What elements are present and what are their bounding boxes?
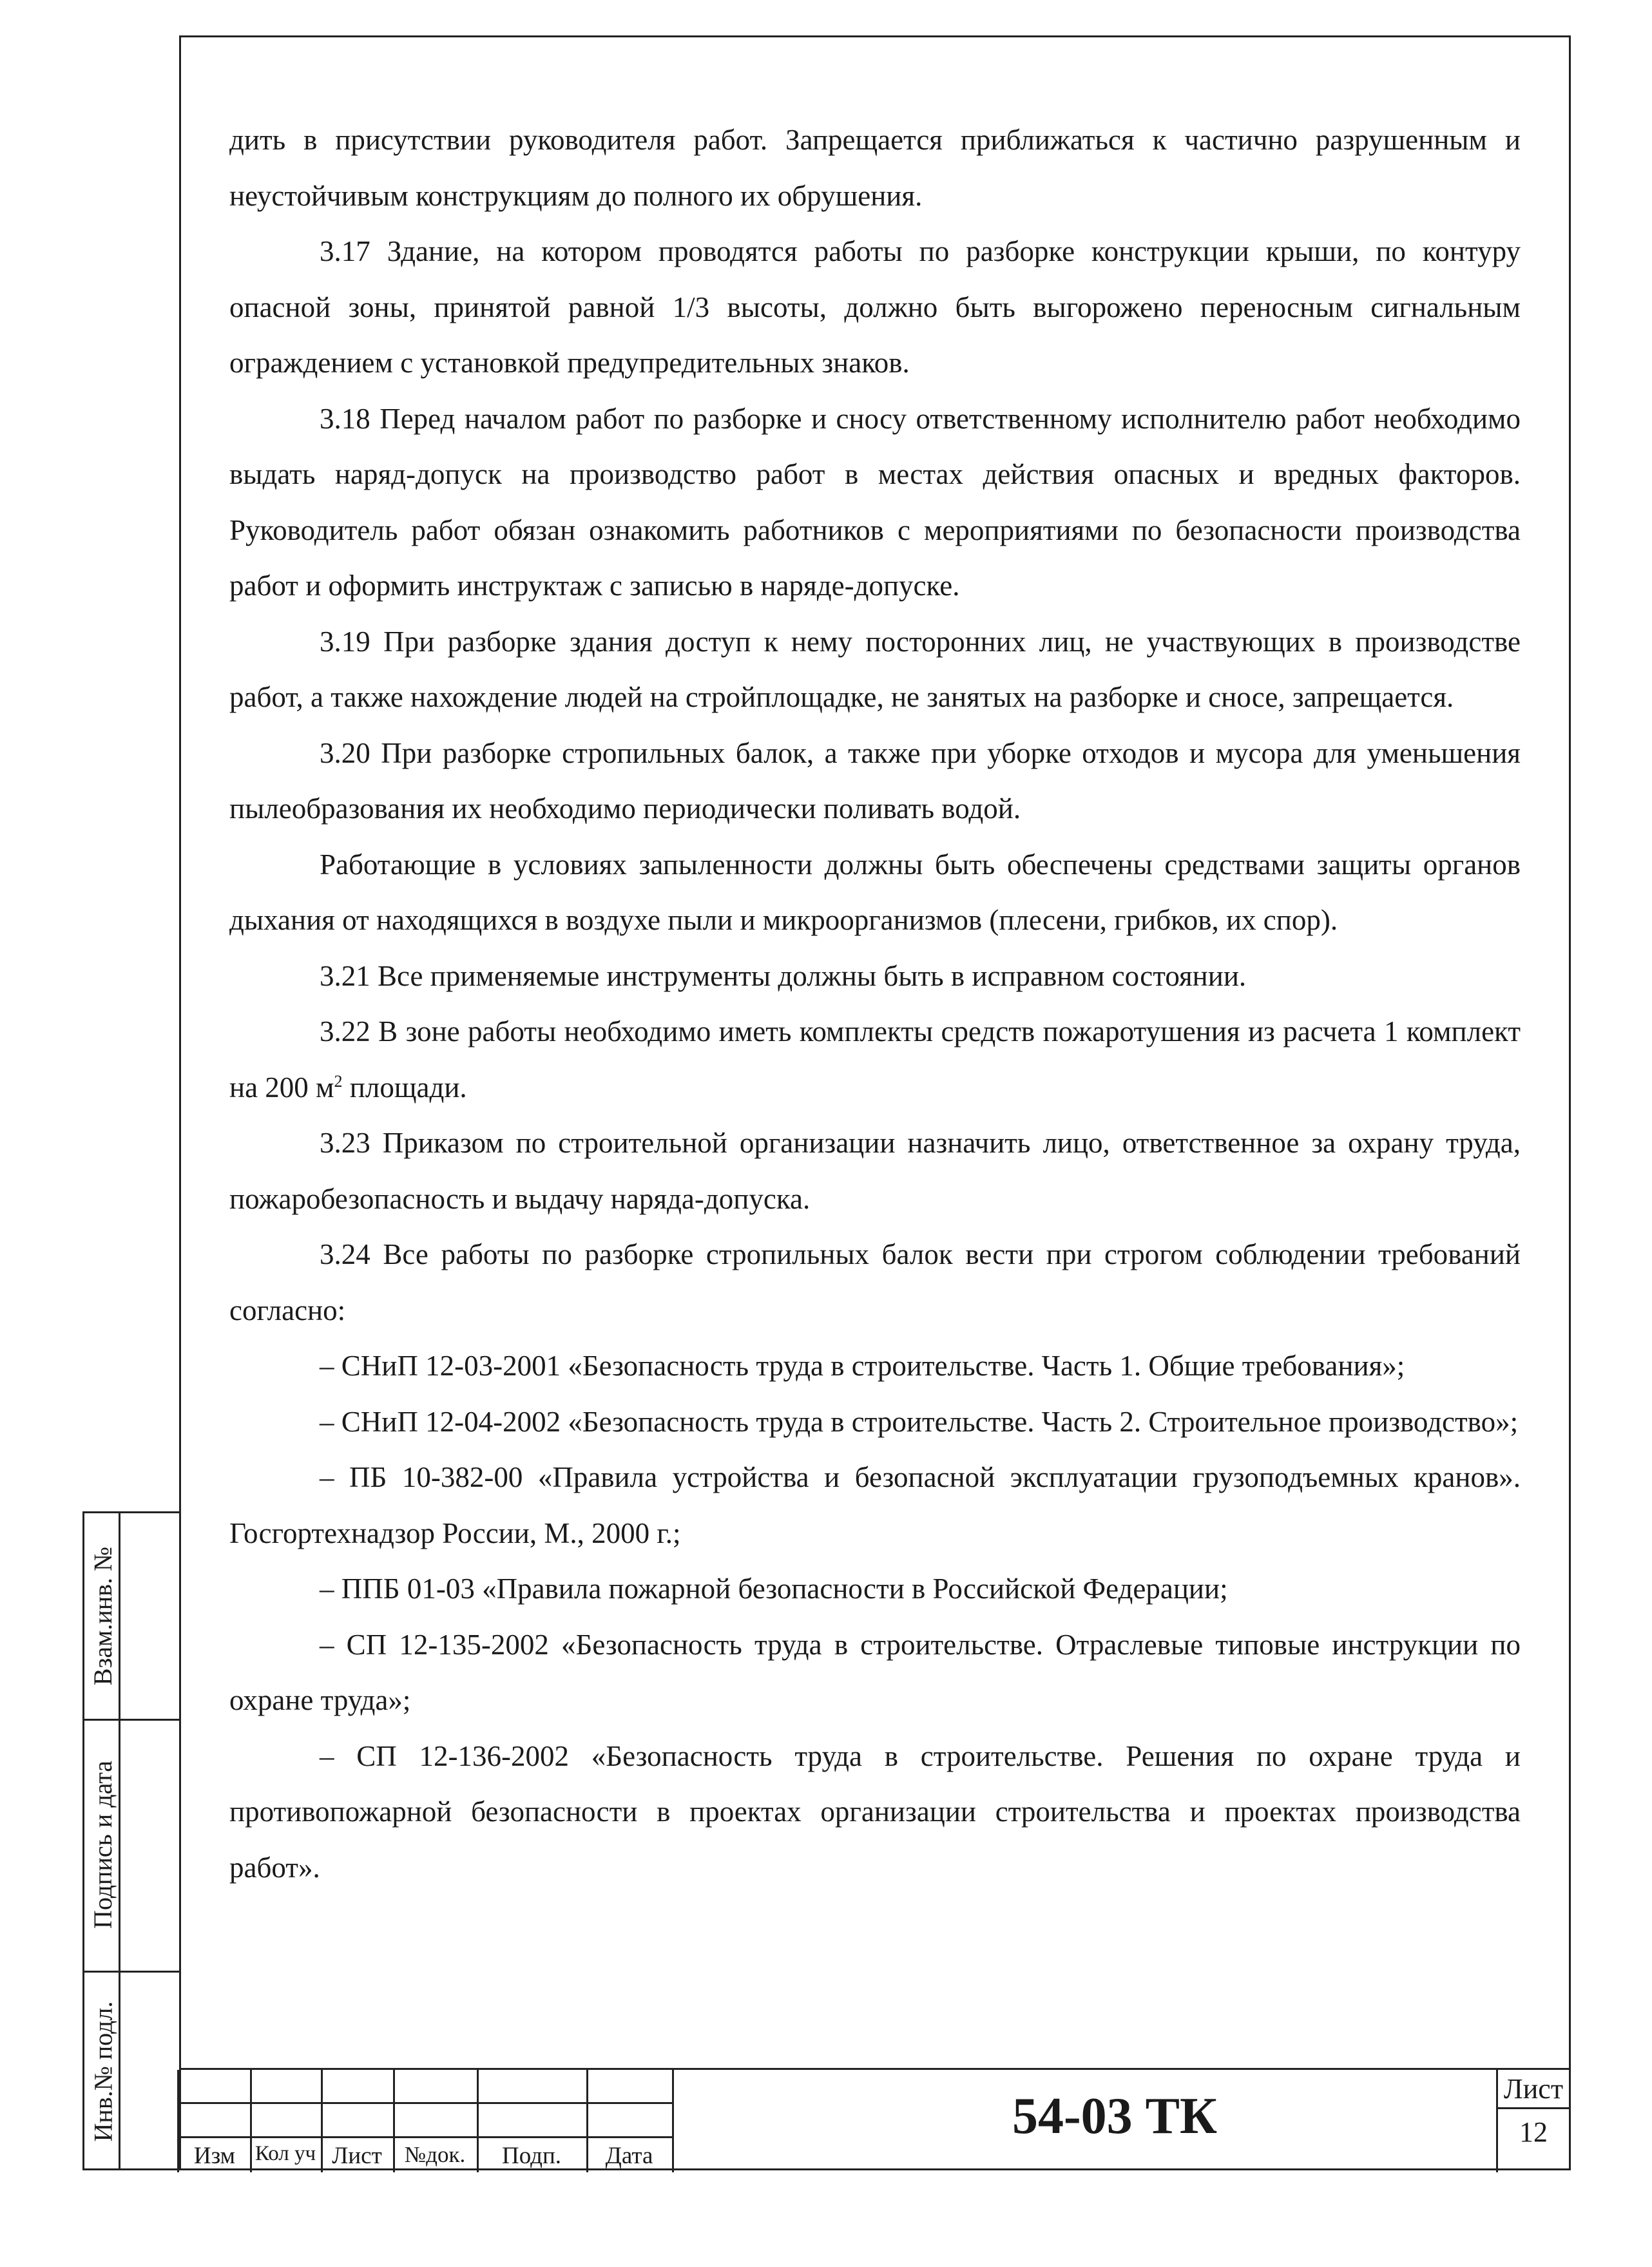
izm-label: Изм <box>193 2143 236 2169</box>
paragraph: – СНиП 12-04-2002 «Безопасность труда в строительстве. Часть 2. Строительное производство»; <box>320 1405 1519 1438</box>
paragraph: 3.23 Приказом по строительной организации назначить лицо, ответственное за охрану труда, пожаробезопасность и выдачу наряда-допуска. <box>229 1127 1521 1215</box>
document-body <box>229 112 1521 1895</box>
paragraph: 3.18 Перед началом работ по разборке и сносу ответственному исполнителю работ необходимо выдать наряд-допуск на производство работ в местах действия опасных и вредных факторов. Руководитель работ обязан ознакомить работников с мероприятиями по безопасности производства работ и оформить инструктаж с записью в наряде-допуске. <box>229 402 1521 602</box>
kol-uch-label: Кол уч <box>255 2142 316 2165</box>
vzam-inv-label: Взам.инв. № <box>88 1546 118 1686</box>
paragraph: – СП 12-135-2002 «Безопасность труда в строительстве. Отраслевые типовые инструкции по охране труда»; <box>229 1628 1521 1716</box>
paragraph: – СП 12-136-2002 «Безопасность труда в строительстве. Решения по охране труда и противопожарной безопасности в проектах организации строительства и проектах производства работ». <box>229 1739 1521 1884</box>
paragraph: 3.19 При разборке здания доступ к нему посторонних лиц, не участвующих в производстве работ, а также нахождение людей на стройплощадке, не занятых на разборке и сносе, запрещается. <box>229 625 1521 713</box>
sheet-number: 12 <box>1519 2116 1548 2148</box>
paragraph: 3.22 В зоне работы необходимо иметь комплекты средств пожаротушения из расчета 1 комплект на 200 $м^2$ площади. <box>229 1015 1521 1104</box>
side-stamp <box>82 1511 179 2170</box>
sheet-label: Лист <box>1503 2073 1564 2105</box>
paragraph: 3.20 При разборке стропильных балок, а также при уборке отходов и мусора для уменьшения пылеобразования их необходимо периодически поливать водой. <box>229 736 1521 825</box>
paragraph: 3.24 Все работы по разборке стропильных балок вести при строгом соблюдении требований согласно: <box>229 1238 1521 1326</box>
data-label: Дата <box>605 2143 653 2169</box>
paragraph: – ПБ 10-382-00 «Правила устройства и безопасной эксплуатации грузоподъемных кранов». Госгортехнадзор России, М., 2000 г.; <box>229 1461 1521 1549</box>
list-label: Лист <box>332 2143 382 2169</box>
title-block-line <box>672 2070 674 2172</box>
title-block-line <box>179 2136 672 2138</box>
paragraph: Работающие в условиях запыленности должны быть обеспечены средствами защиты органов дыхания от находящихся в воздухе пыли и микроорганизмов (плесени, грибков, их спор). <box>229 848 1521 936</box>
paragraph: – СНиП 12-03-2001 «Безопасность труда в строительстве. Часть 1. Общие требования»; <box>320 1350 1405 1382</box>
n-dok-label: №док. <box>404 2142 466 2167</box>
title-block-line <box>179 2102 672 2104</box>
paragraph: 3.17 Здание, на котором проводятся работы по разборке конструкции крыши, по контуру опасной зоны, принятой равной 1/3 высоты, должно быть выгорожено переносным сигнальным ограждением с установкой предупредительных знаков. <box>229 235 1521 379</box>
podp-label: Подп. <box>501 2143 562 2169</box>
document-code: 54-03 ТК <box>1012 2088 1217 2145</box>
paragraph: – ППБ 01-03 «Правила пожарной безопасности в Российской Федерации; <box>320 1573 1228 1605</box>
title-block-line <box>1496 2107 1571 2109</box>
paragraph: 3.21 Все применяемые инструменты должны быть в исправном состоянии. <box>320 959 1247 992</box>
podpis-data-label: Подпись и дата <box>88 1760 118 1929</box>
paragraph: дить в присутствии руководителя работ. Запрещается приближаться к частично разрушенным и неустойчивым конструкциям до полного их обрушения. <box>229 124 1521 212</box>
inv-podl-label: Инв.№ подл. <box>88 2001 118 2142</box>
